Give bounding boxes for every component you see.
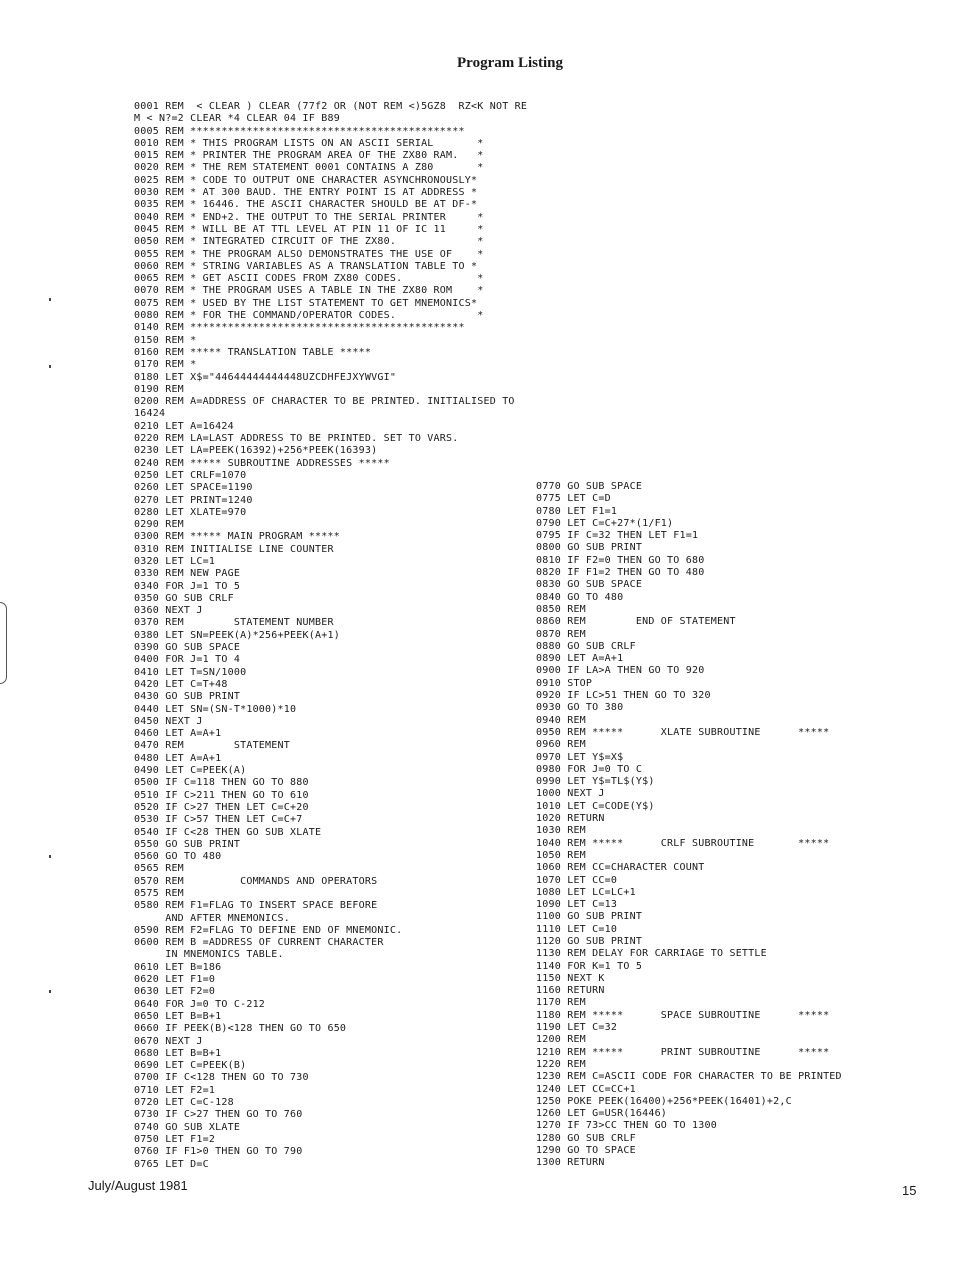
code-line: 1040 REM ***** CRLF SUBROUTINE ***** <box>536 837 830 849</box>
code-line: 0045 REM * WILL BE AT TTL LEVEL AT PIN 11 OF IC 11 * <box>134 223 484 235</box>
code-line: 0470 REM STATEMENT <box>134 740 291 752</box>
code-line: 0220 REM LA=LAST ADDRESS TO BE PRINTED. SET TO VARS. <box>134 433 459 445</box>
code-line: 0260 LET SPACE=1190 <box>134 482 253 494</box>
code-line: 1050 REM <box>536 849 586 861</box>
code-line: 0660 IF PEEK(B)<128 THEN GO TO 650 <box>134 1023 347 1035</box>
code-line: 0270 LET PRINT=1240 <box>134 494 253 506</box>
code-line: 0760 IF F1>0 THEN GO TO 790 <box>134 1146 303 1158</box>
code-line: 0330 REM NEW PAGE <box>134 568 241 580</box>
code-line: 0540 IF C<28 THEN GO SUB XLATE <box>134 826 322 838</box>
code-line: 0005 REM ******************************************** <box>134 125 465 137</box>
code-line: 0770 GO SUB SPACE <box>536 481 643 492</box>
page-number: 15 <box>902 1183 917 1198</box>
code-line: 1230 REM C=ASCII CODE FOR CHARACTER TO BE PRINTED <box>536 1071 842 1083</box>
code-line: 0820 IF F1=2 THEN GO TO 480 <box>536 567 705 579</box>
code-line: 0565 REM <box>134 863 184 875</box>
code-line: 0140 REM ******************************************** <box>134 322 465 334</box>
code-line: 0890 LET A=A+1 <box>536 653 624 665</box>
listing-column-left <box>134 101 527 1171</box>
margin-mark <box>49 298 51 301</box>
code-line: 0400 FOR J=1 TO 4 <box>134 654 241 666</box>
code-line: 0480 LET A=A+1 <box>134 752 222 764</box>
code-line: 0990 LET Y$=TL$(Y$) <box>536 776 655 788</box>
code-line: 1270 IF 73>CC THEN GO TO 1300 <box>536 1120 717 1132</box>
issue-date: July/August 1981 <box>88 1178 188 1193</box>
code-line: 0370 REM STATEMENT NUMBER <box>134 617 334 629</box>
code-line: 0730 IF C>27 THEN GO TO 760 <box>134 1109 303 1121</box>
code-line: 0590 REM F2=FLAG TO DEFINE END OF MNEMONIC. <box>134 924 403 936</box>
code-line: 0900 IF LA>A THEN GO TO 920 <box>536 665 705 677</box>
code-line: 0035 REM * 16446. THE ASCII CHARACTER SHOULD BE AT DF-* <box>134 199 478 211</box>
code-line: 0440 LET SN=(SN-T*1000)*10 <box>134 703 297 715</box>
code-line: 0001 REM < CLEAR ) CLEAR (77f2 OR (NOT REM <)5GZ8 RZ<K NOT RE <box>134 101 528 112</box>
code-line: 1020 RETURN <box>536 813 605 825</box>
code-line: 0055 REM * THE PROGRAM ALSO DEMONSTRATES THE USE OF * <box>134 248 484 260</box>
code-line: 1100 GO SUB PRINT <box>536 911 643 923</box>
code-line: 1240 LET CC=CC+1 <box>536 1083 636 1095</box>
code-line: 0795 IF C=32 THEN LET F1=1 <box>536 530 699 542</box>
code-line: 1200 REM <box>536 1034 586 1046</box>
code-line: 0070 REM * THE PROGRAM USES A TABLE IN THE ZX80 ROM * <box>134 285 484 297</box>
code-line: 0075 REM * USED BY THE LIST STATEMENT TO GET MNEMONICS* <box>134 297 478 309</box>
code-line: 0340 FOR J=1 TO 5 <box>134 580 241 592</box>
code-line: 0680 LET B=B+1 <box>134 1047 222 1059</box>
code-line: 0025 REM * CODE TO OUTPUT ONE CHARACTER ASYNCHRONOUSLY* <box>134 174 478 186</box>
code-line: 1170 REM <box>536 997 586 1009</box>
code-line: 0020 REM * THE REM STATEMENT 0001 CONTAINS A Z80 * <box>134 162 484 174</box>
code-line: 1210 REM ***** PRINT SUBROUTINE ***** <box>536 1046 830 1058</box>
code-line: 0080 REM * FOR THE COMMAND/OPERATOR CODES. * <box>134 310 484 322</box>
code-line: 1110 LET C=10 <box>536 923 618 935</box>
code-line: AND AFTER MNEMONICS. <box>134 912 291 924</box>
code-line: 0870 REM <box>536 628 586 640</box>
code-line: 0290 REM <box>134 519 184 531</box>
code-line: 0390 GO SUB SPACE <box>134 642 241 654</box>
code-line: 1160 RETURN <box>536 985 605 997</box>
code-line: 0065 REM * GET ASCII CODES FROM ZX80 CODES. * <box>134 273 484 285</box>
code-line: 0910 STOP <box>536 677 593 689</box>
code-line: 0380 LET SN=PEEK(A)*256+PEEK(A+1) <box>134 629 340 641</box>
code-line: 0600 REM B =ADDRESS OF CURRENT CHARACTER <box>134 937 384 949</box>
code-line: 1090 LET C=13 <box>536 899 618 911</box>
code-line: 1250 POKE PEEK(16400)+256*PEEK(16401)+2,C <box>536 1095 792 1107</box>
code-line: 0030 REM * AT 300 BAUD. THE ENTRY POINT IS AT ADDRESS * <box>134 187 478 199</box>
code-line: 0460 LET A=A+1 <box>134 728 222 740</box>
code-line: 0800 GO SUB PRINT <box>536 542 643 554</box>
code-line: 0410 LET T=SN/1000 <box>134 666 247 678</box>
code-line: 1080 LET LC=LC+1 <box>536 886 636 898</box>
code-line: 0060 REM * STRING VARIABLES AS A TRANSLATION TABLE TO * <box>134 260 478 272</box>
code-line: 0930 GO TO 380 <box>536 702 624 714</box>
code-line: 1140 FOR K=1 TO 5 <box>536 960 643 972</box>
code-line: 1010 LET C=CODE(Y$) <box>536 800 655 812</box>
code-line: M < N?=2 CLEAR *4 CLEAR 04 IF B89 <box>134 113 340 125</box>
code-line: 0240 REM ***** SUBROUTINE ADDRESSES ***** <box>134 457 390 469</box>
code-line: 0160 REM ***** TRANSLATION TABLE ***** <box>134 346 372 358</box>
code-line: 16424 <box>134 408 166 420</box>
code-line: 0960 REM <box>536 739 586 751</box>
code-line: 0970 LET Y$=X$ <box>536 751 624 763</box>
code-line: 0940 REM <box>536 714 586 726</box>
code-line: 0200 REM A=ADDRESS OF CHARACTER TO BE PRINTED. INITIALISED TO <box>134 396 515 408</box>
margin-mark <box>49 365 51 368</box>
margin-mark <box>49 855 51 858</box>
code-line: 0580 REM F1=FLAG TO INSERT SPACE BEFORE <box>134 900 378 912</box>
code-line: 0320 LET LC=1 <box>134 555 216 567</box>
code-line: 0350 GO SUB CRLF <box>134 592 234 604</box>
code-line: 0950 REM ***** XLATE SUBROUTINE ***** <box>536 726 830 738</box>
code-line: 0860 REM END OF STATEMENT <box>536 616 736 628</box>
code-line: 0920 IF LC>51 THEN GO TO 320 <box>536 690 711 702</box>
code-line: 0420 LET C=T+48 <box>134 678 228 690</box>
page-title: Program Listing <box>457 55 563 71</box>
code-line: 0775 LET C=D <box>536 493 611 505</box>
code-line: 0520 IF C>27 THEN LET C=C+20 <box>134 801 309 813</box>
code-line: 0040 REM * END+2. THE OUTPUT TO THE SERIAL PRINTER * <box>134 211 484 223</box>
code-line: 1070 LET CC=0 <box>536 874 618 886</box>
code-line: 0980 FOR J=0 TO C <box>536 763 643 775</box>
code-line: 0780 LET F1=1 <box>536 505 618 517</box>
code-line: 1000 NEXT J <box>536 788 605 800</box>
code-line: 0840 GO TO 480 <box>536 591 624 603</box>
code-line: 1260 LET G=USR(16446) <box>536 1108 668 1120</box>
code-line: 0510 IF C>211 THEN GO TO 610 <box>134 789 309 801</box>
code-line: 0575 REM <box>134 888 184 899</box>
code-line: 1060 REM CC=CHARACTER COUNT <box>536 862 705 874</box>
code-line: 0670 NEXT J <box>134 1035 203 1047</box>
code-line: 0015 REM * PRINTER THE PROGRAM AREA OF THE ZX80 RAM. * <box>134 150 484 162</box>
code-line: 0360 NEXT J <box>134 605 203 617</box>
code-line: 0150 REM * <box>134 334 197 346</box>
code-line: 0830 GO SUB SPACE <box>536 579 643 591</box>
code-line: 0560 GO TO 480 <box>134 851 222 863</box>
code-line: IN MNEMONICS TABLE. <box>134 949 284 961</box>
code-line: 0720 LET C=C-128 <box>134 1097 234 1109</box>
code-line: 0690 LET C=PEEK(B) <box>134 1060 247 1072</box>
code-line: 0530 IF C>57 THEN LET C=C+7 <box>134 814 303 826</box>
code-line: 0250 LET CRLF=1070 <box>134 469 247 481</box>
code-line: 0740 GO SUB XLATE <box>134 1121 241 1133</box>
code-line: 0570 REM COMMANDS AND OPERATORS <box>134 875 378 887</box>
code-line: 0050 REM * INTEGRATED CIRCUIT OF THE ZX80. * <box>134 236 484 248</box>
code-line: 0750 LET F1=2 <box>134 1133 216 1145</box>
code-line: 0210 LET A=16424 <box>134 420 234 432</box>
code-line: 0280 LET XLATE=970 <box>134 506 247 518</box>
code-line: 0630 LET F2=0 <box>134 986 216 998</box>
margin-mark <box>49 990 51 993</box>
code-line: 1190 LET C=32 <box>536 1022 618 1034</box>
code-line: 0640 FOR J=0 TO C-212 <box>134 998 266 1010</box>
page-edge-tab <box>0 602 7 684</box>
code-line: 0310 REM INITIALISE LINE COUNTER <box>134 543 334 555</box>
code-line: 0010 REM * THIS PROGRAM LISTS ON AN ASCII SERIAL * <box>134 137 484 149</box>
code-line: 0490 LET C=PEEK(A) <box>134 765 247 777</box>
code-line: 1120 GO SUB PRINT <box>536 935 643 947</box>
code-line: 1300 RETURN <box>536 1157 605 1169</box>
code-line: 0620 LET F1=0 <box>134 974 216 986</box>
code-line: 0170 REM * <box>134 359 197 371</box>
code-line: 0790 LET C=C+27*(1/F1) <box>536 517 674 529</box>
code-line: 0230 LET LA=PEEK(16392)+256*PEEK(16393) <box>134 445 378 457</box>
code-line: 0850 REM <box>536 603 586 615</box>
code-line: 0700 IF C<128 THEN GO TO 730 <box>134 1072 309 1084</box>
code-line: 0710 LET F2=1 <box>134 1084 216 1096</box>
code-line: 0180 LET X$="44644444444448UZCDHFEJXYWVGI" <box>134 371 397 383</box>
code-line: 1130 REM DELAY FOR CARRIAGE TO SETTLE <box>536 948 767 960</box>
code-line: 0650 LET B=B+1 <box>134 1010 222 1022</box>
listing-column-right <box>536 481 842 1170</box>
code-line: 1290 GO TO SPACE <box>536 1145 636 1157</box>
code-line: 1280 GO SUB CRLF <box>536 1132 636 1144</box>
code-line: 1180 REM ***** SPACE SUBROUTINE ***** <box>536 1009 830 1021</box>
code-line: 0550 GO SUB PRINT <box>134 838 241 850</box>
code-line: 0500 IF C=118 THEN GO TO 880 <box>134 777 309 789</box>
code-line: 0610 LET B=186 <box>134 961 222 973</box>
code-line: 1030 REM <box>536 825 586 837</box>
code-line: 0300 REM ***** MAIN PROGRAM ***** <box>134 531 340 543</box>
code-line: 1220 REM <box>536 1058 586 1070</box>
code-line: 0450 NEXT J <box>134 715 203 727</box>
code-line: 0765 LET D=C <box>134 1158 209 1170</box>
code-line: 0880 GO SUB CRLF <box>536 640 636 652</box>
code-line: 0430 GO SUB PRINT <box>134 691 241 703</box>
code-line: 0810 IF F2=0 THEN GO TO 680 <box>536 554 705 566</box>
code-line: 0190 REM <box>134 383 184 395</box>
code-line: 1150 NEXT K <box>536 972 605 984</box>
